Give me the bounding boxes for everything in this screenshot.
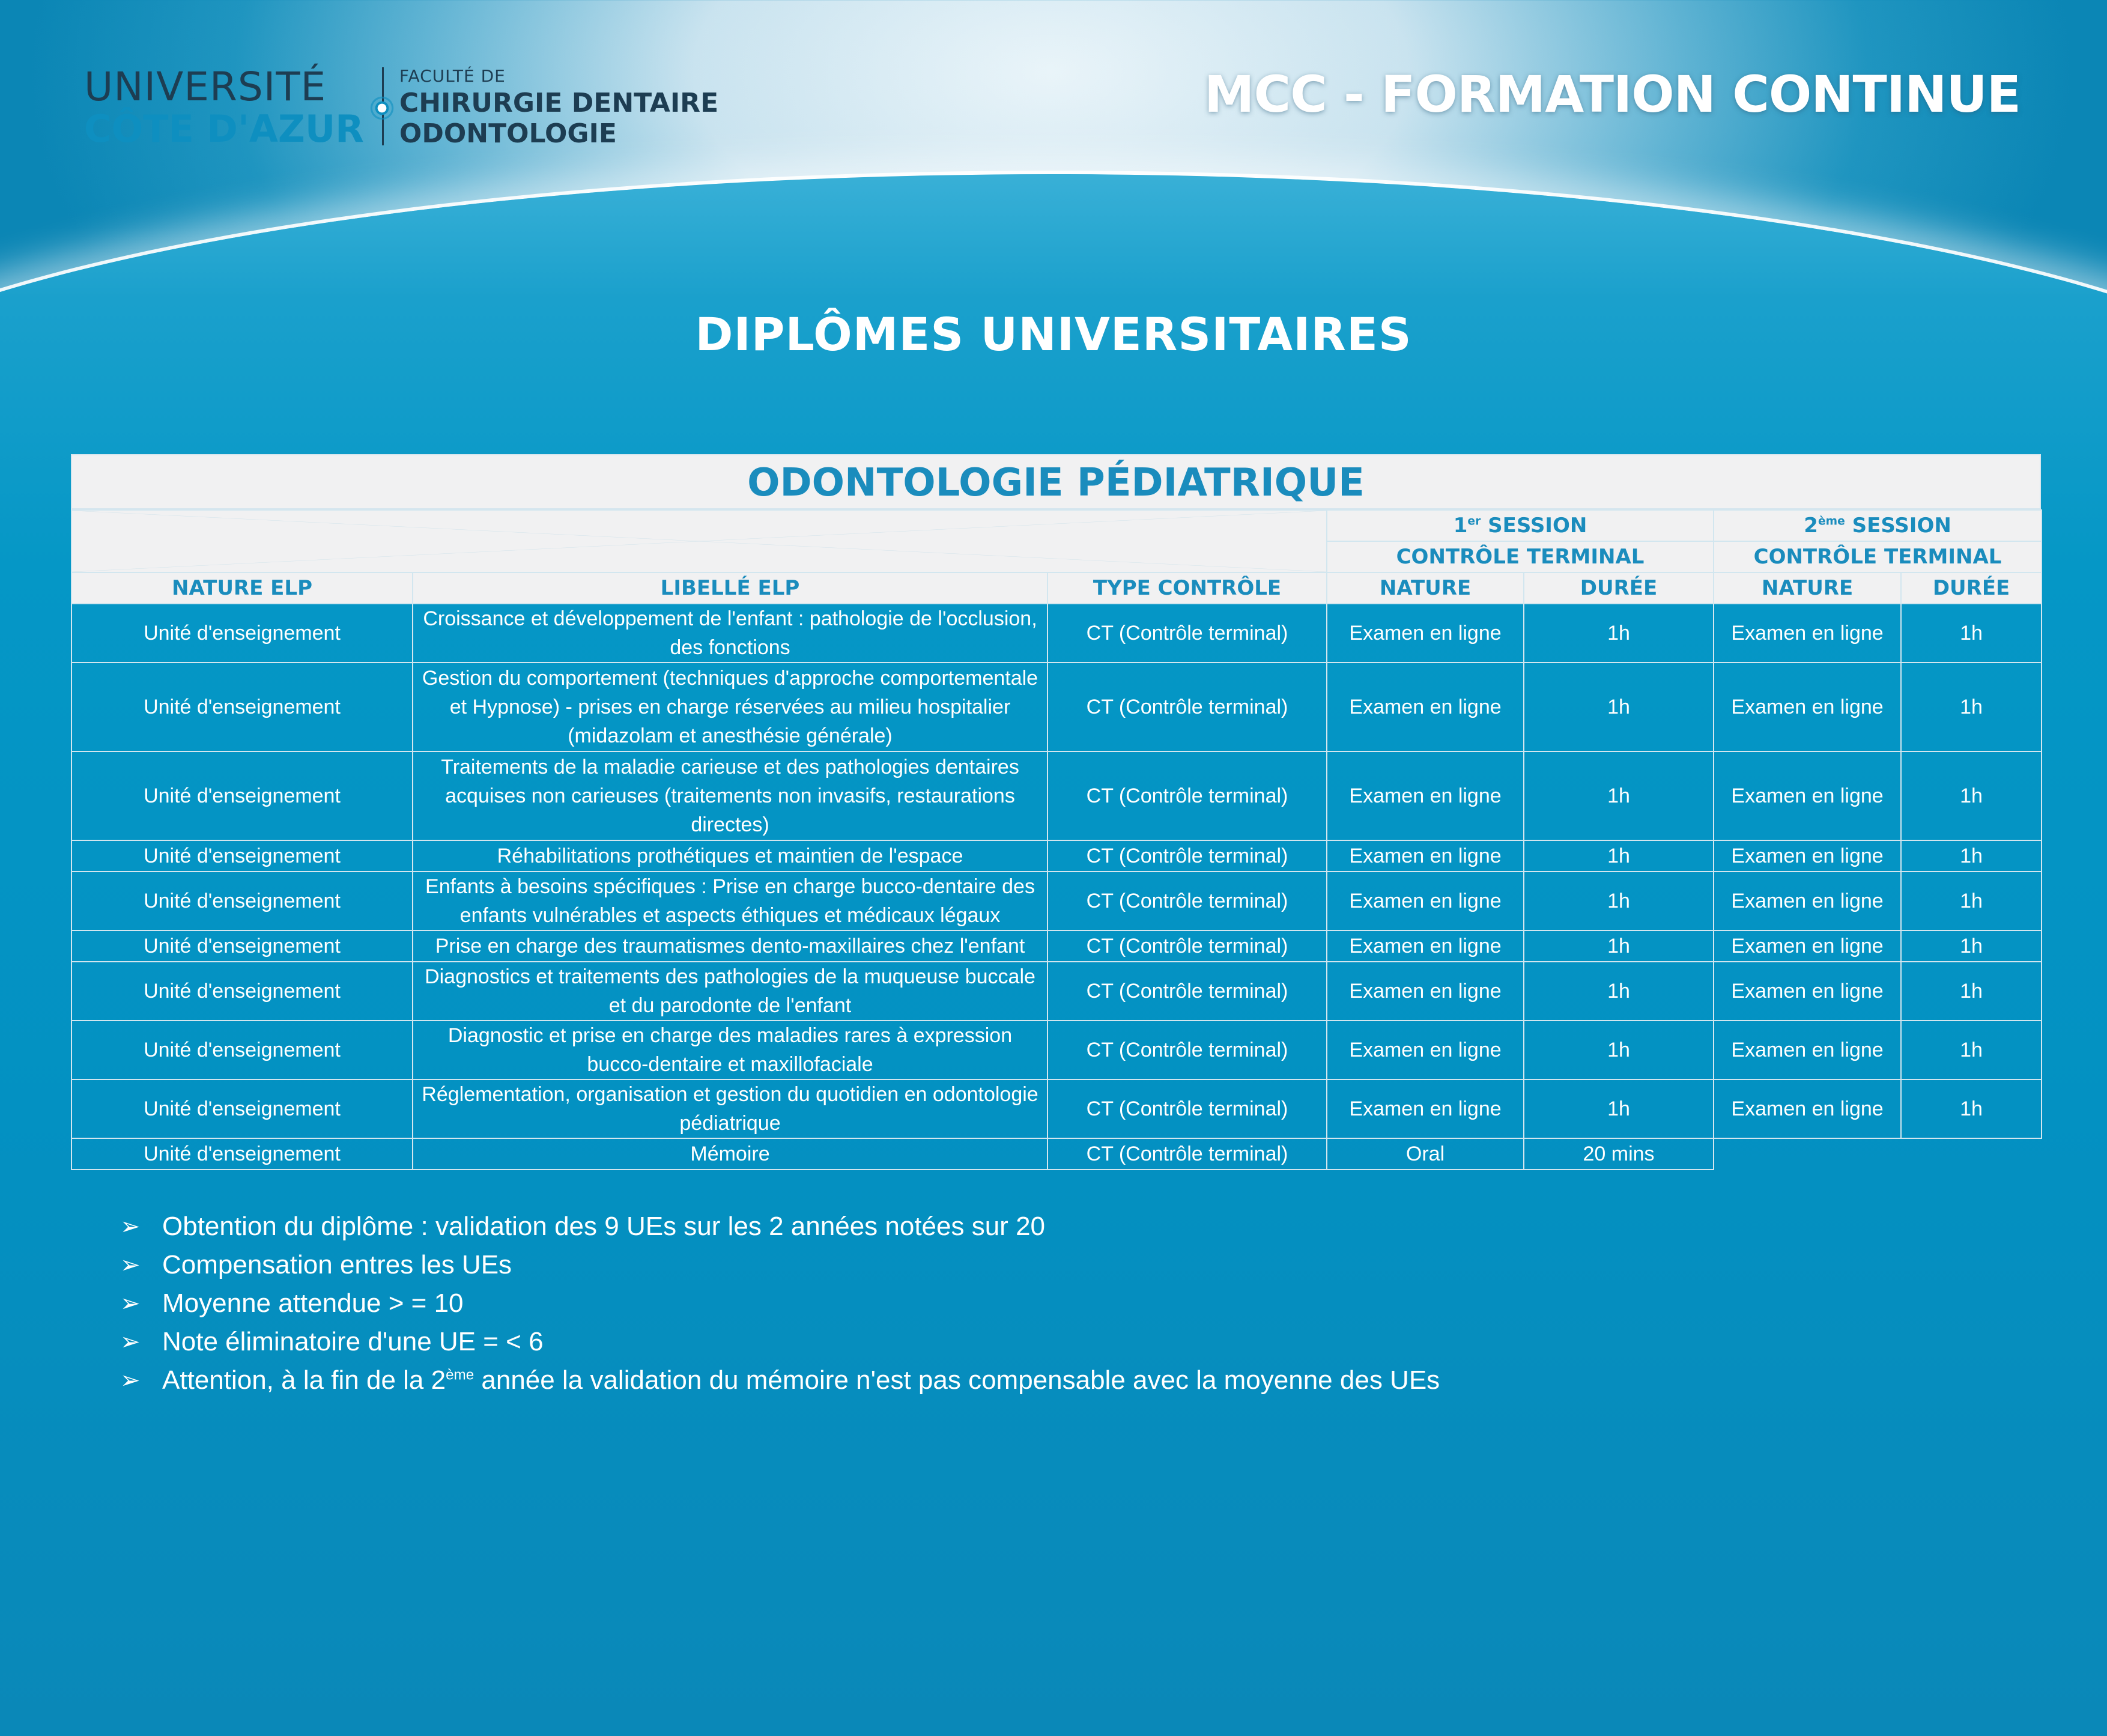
table-row <box>71 840 2042 872</box>
s1-nature-cell: Examen en ligne <box>1327 840 1524 872</box>
s1-nature-cell: Examen en ligne <box>1327 1021 1524 1079</box>
s2-duree-cell: 1h <box>1901 1021 2042 1079</box>
table-row <box>71 604 2042 663</box>
note-item <box>120 1246 1440 1284</box>
nature-elp-cell: Unité d'enseignement <box>71 1138 413 1170</box>
star-burst-icon <box>365 91 399 125</box>
libelle-elp-cell: Réhabilitations prothétiques et maintien de l'espace <box>413 840 1047 872</box>
note-item: ➢ Attention, à la fin de la 2ème année la validation du mémoire n'est pas compensable avec la moyenne des UEs <box>120 1365 1440 1395</box>
note-text: Moyenne attendue > = 10 <box>162 1288 464 1318</box>
note-item <box>120 1323 1440 1361</box>
session2-header: 2ème SESSION <box>1714 510 2042 541</box>
page-top-title: MCC - FORMATION CONTINUE <box>1204 65 2021 124</box>
arrow-bullet-icon: ➢ <box>120 1213 141 1240</box>
col-header-libelle-elp: LIBELLÉ ELP <box>413 572 1047 604</box>
nature-elp-cell: Unité d'enseignement <box>71 840 413 872</box>
cross-lines <box>72 511 1326 572</box>
libelle-elp-cell: Mémoire <box>413 1138 1047 1170</box>
table-row <box>71 1138 2042 1170</box>
note-text: Compensation entres les UEs <box>162 1250 512 1279</box>
nature-elp-cell: Unité d'enseignement <box>71 663 413 751</box>
col-header-s1-duree: DURÉE <box>1524 572 1714 604</box>
type-controle-cell: CT (Contrôle terminal) <box>1047 840 1327 872</box>
col-header-s2-nature: NATURE <box>1714 572 1901 604</box>
s1-duree-cell: 1h <box>1524 751 1714 840</box>
s2-nature-cell: Examen en ligne <box>1714 604 1901 663</box>
nature-elp-cell: Unité d'enseignement <box>71 604 413 663</box>
note-text: Obtention du diplôme : validation des 9 UEs sur les 2 années notées sur 20 <box>162 1212 1046 1241</box>
university-logo <box>84 64 719 151</box>
type-controle-cell: CT (Contrôle terminal) <box>1047 872 1327 930</box>
empty-crossed-cell <box>71 510 1327 572</box>
s2-nature-cell: Examen en ligne <box>1714 930 1901 962</box>
table-row <box>71 663 2042 751</box>
nature-elp-cell: Unité d'enseignement <box>71 751 413 840</box>
nature-elp-cell: Unité d'enseignement <box>71 872 413 930</box>
s2-nature-cell: Examen en ligne <box>1714 1079 1901 1138</box>
nature-elp-cell: Unité d'enseignement <box>71 930 413 962</box>
type-controle-cell: CT (Contrôle terminal) <box>1047 962 1327 1021</box>
s2-duree-cell: 1h <box>1901 962 2042 1021</box>
libelle-elp-cell: Diagnostic et prise en charge des maladies rares à expression bucco-dentaire et maxillofaciale <box>413 1021 1047 1079</box>
col-header-s2-duree: DURÉE <box>1901 572 2042 604</box>
s1-duree-cell: 1h <box>1524 663 1714 751</box>
col-header-nature-elp: NATURE ELP <box>71 572 413 604</box>
session2-control-header: CONTRÔLE TERMINAL <box>1714 541 2042 572</box>
arrow-bullet-icon: ➢ <box>120 1329 141 1355</box>
s1-nature-cell: Examen en ligne <box>1327 872 1524 930</box>
s1-nature-cell: Examen en ligne <box>1327 751 1524 840</box>
type-controle-cell: CT (Contrôle terminal) <box>1047 751 1327 840</box>
s2-duree-cell: 1h <box>1901 872 2042 930</box>
type-controle-cell: CT (Contrôle terminal) <box>1047 604 1327 663</box>
libelle-elp-cell: Prise en charge des traumatismes dento-maxillaires chez l'enfant <box>413 930 1047 962</box>
s1-duree-cell: 1h <box>1524 1079 1714 1138</box>
faculty-line1: FACULTÉ DE <box>399 66 506 86</box>
s1-nature-cell: Examen en ligne <box>1327 604 1524 663</box>
table-row <box>71 751 2042 840</box>
s2-nature-cell: Examen en ligne <box>1714 872 1901 930</box>
table-row <box>71 962 2042 1021</box>
s1-nature-cell: Examen en ligne <box>1327 663 1524 751</box>
arrow-bullet-icon: ➢ <box>120 1290 141 1317</box>
s1-duree-cell: 1h <box>1524 962 1714 1021</box>
s1-duree-cell: 1h <box>1524 604 1714 663</box>
type-controle-cell: CT (Contrôle terminal) <box>1047 663 1327 751</box>
nature-elp-cell: Unité d'enseignement <box>71 962 413 1021</box>
arrow-bullet-icon: ➢ <box>120 1252 141 1278</box>
libelle-elp-cell: Diagnostics et traitements des pathologies de la muqueuse buccale et du parodonte de l'enfant <box>413 962 1047 1021</box>
libelle-elp-cell: Enfants à besoins spécifiques : Prise en charge bucco-dentaire des enfants vulnérables et aspects éthiques et médicaux légaux <box>413 872 1047 930</box>
s2-nature-cell: Examen en ligne <box>1714 751 1901 840</box>
faculty-line3: ODONTOLOGIE <box>399 118 617 149</box>
table-title: ODONTOLOGIE PÉDIATRIQUE <box>71 454 2041 509</box>
s1-duree-cell: 1h <box>1524 840 1714 872</box>
s2-nature-cell: Examen en ligne <box>1714 962 1901 1021</box>
s1-nature-cell: Examen en ligne <box>1327 962 1524 1021</box>
s2-duree-cell: 1h <box>1901 840 2042 872</box>
table-row <box>71 872 2042 930</box>
s1-duree-cell: 20 mins <box>1524 1138 1714 1170</box>
table-row <box>71 1079 2042 1138</box>
table-row <box>71 1021 2042 1079</box>
s1-nature-cell: Oral <box>1327 1138 1524 1170</box>
type-controle-cell: CT (Contrôle terminal) <box>1047 1079 1327 1138</box>
type-controle-cell: CT (Contrôle terminal) <box>1047 930 1327 962</box>
s2-nature-cell: Examen en ligne <box>1714 1021 1901 1079</box>
type-controle-cell: CT (Contrôle terminal) <box>1047 1021 1327 1079</box>
nature-elp-cell: Unité d'enseignement <box>71 1021 413 1079</box>
libelle-elp-cell: Gestion du comportement (techniques d'approche comportementale et Hypnose) - prises en charge réservées au milieu hospitalier (midazolam et anesthésie générale) <box>413 663 1047 751</box>
s1-nature-cell: Examen en ligne <box>1327 930 1524 962</box>
note-item <box>120 1284 1440 1323</box>
s1-duree-cell: 1h <box>1524 1021 1714 1079</box>
university-name-line2: CÔTE D'AZUR <box>84 107 364 151</box>
s1-duree-cell: 1h <box>1524 872 1714 930</box>
type-controle-cell: CT (Contrôle terminal) <box>1047 1138 1327 1170</box>
session1-header: 1er SESSION <box>1327 510 1714 541</box>
libelle-elp-cell: Traitements de la maladie carieuse et des pathologies dentaires acquises non carieuses (traitements non invasifs, restaurations directes) <box>413 751 1047 840</box>
mcc-table <box>71 454 2041 1170</box>
empty-cell <box>1714 1138 1901 1170</box>
libelle-elp-cell: Croissance et développement de l'enfant : pathologie de l'occlusion, des fonctions <box>413 604 1047 663</box>
s1-nature-cell: Examen en ligne <box>1327 1079 1524 1138</box>
table-grid <box>71 509 2042 1170</box>
empty-cell <box>1901 1138 2042 1170</box>
notes-list <box>120 1207 1440 1400</box>
s2-duree-cell: 1h <box>1901 751 2042 840</box>
s2-duree-cell: 1h <box>1901 1079 2042 1138</box>
page-title: DIPLÔMES UNIVERSITAIRES <box>695 308 1412 361</box>
table-row <box>71 930 2042 962</box>
s2-duree-cell: 1h <box>1901 604 2042 663</box>
s2-nature-cell: Examen en ligne <box>1714 840 1901 872</box>
note-text: Note éliminatoire d'une UE = < 6 <box>162 1327 544 1356</box>
s1-duree-cell: 1h <box>1524 930 1714 962</box>
col-header-type-controle: TYPE CONTRÔLE <box>1047 572 1327 604</box>
session1-control-header: CONTRÔLE TERMINAL <box>1327 541 1714 572</box>
logo-separator <box>382 67 384 145</box>
s2-nature-cell: Examen en ligne <box>1714 663 1901 751</box>
note-item <box>120 1207 1440 1246</box>
col-header-s1-nature: NATURE <box>1327 572 1524 604</box>
s2-duree-cell: 1h <box>1901 663 2042 751</box>
faculty-line2: CHIRURGIE DENTAIRE <box>399 88 719 119</box>
university-name-line1: UNIVERSITÉ <box>84 64 327 110</box>
nature-elp-cell: Unité d'enseignement <box>71 1079 413 1138</box>
libelle-elp-cell: Réglementation, organisation et gestion du quotidien en odontologie pédiatrique <box>413 1079 1047 1138</box>
s2-duree-cell: 1h <box>1901 930 2042 962</box>
arrow-bullet-icon: ➢ <box>120 1367 141 1394</box>
